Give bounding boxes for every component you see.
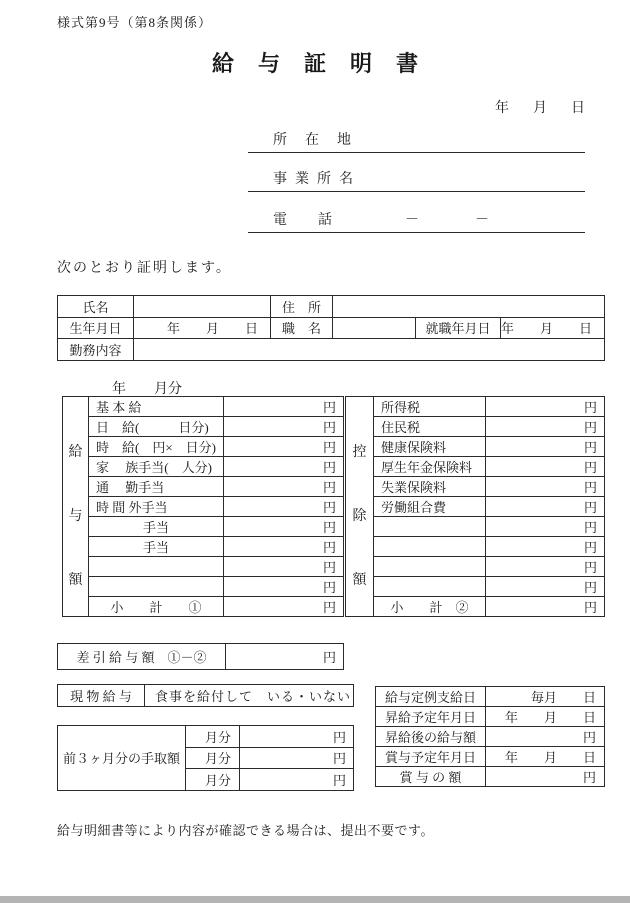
- last3-month-cell: 月分: [186, 747, 240, 769]
- name-label: 氏名: [58, 296, 134, 318]
- deduction-row: [346, 497, 605, 517]
- deduction-item-label: 所得税: [374, 397, 486, 417]
- salary-group-label-text: [63, 401, 88, 613]
- last3-amount-cell: 円: [240, 726, 354, 748]
- inkind-benefit-row: [58, 685, 354, 707]
- deduction-group-char: 控: [352, 444, 367, 460]
- salary-row: [63, 417, 344, 437]
- hire-date-label: 就職年月日: [416, 317, 501, 339]
- salary-row: [63, 437, 344, 457]
- schedule-row: [376, 687, 605, 707]
- salary-item-label: 時 間 外手当: [89, 497, 224, 517]
- deduction-amount-cell: 円: [486, 477, 605, 497]
- deduction-amount-cell: 円: [486, 557, 605, 577]
- deduction-amount-cell: 円: [486, 597, 605, 617]
- salary-amount-cell: 円: [224, 417, 344, 437]
- deduction-amount-cell: 円: [486, 397, 605, 417]
- info-row-work: [58, 339, 605, 361]
- schedule-row: [376, 707, 605, 727]
- deduction-item-label: 失業保険料: [374, 477, 486, 497]
- salary-row: [63, 397, 344, 417]
- address-value: [333, 296, 605, 318]
- deduction-group-label-text: [346, 401, 373, 613]
- deduction-amount-cell: 円: [486, 437, 605, 457]
- schedule-label: 昇給予定年月日: [376, 707, 486, 727]
- salary-item-label: 手当: [89, 517, 224, 537]
- salary-row: [63, 477, 344, 497]
- location-field: [248, 128, 585, 153]
- deduction-row: [346, 537, 605, 557]
- schedule-value: 毎月 日: [486, 687, 605, 707]
- birth-date-label: 生年月日: [58, 317, 134, 339]
- salary-amount-cell: 円: [224, 497, 344, 517]
- salary-item-label: [89, 557, 224, 577]
- deduction-item-label: [374, 577, 486, 597]
- net-salary-table: [57, 643, 344, 670]
- salary-amount-cell: 円: [224, 437, 344, 457]
- schedule-label: 昇給後の給与額: [376, 727, 486, 747]
- deduction-item-label: 労働組合費: [374, 497, 486, 517]
- name-value: [134, 296, 271, 318]
- deduction-row: [346, 397, 605, 417]
- phone-separators: － －: [405, 213, 489, 228]
- deduction-row: [346, 477, 605, 497]
- salary-row: [63, 597, 344, 617]
- deduction-item-label: 厚生年金保険料: [374, 457, 486, 477]
- salary-row: [63, 497, 344, 517]
- salary-item-label: 日 給( 日分): [89, 417, 224, 437]
- salary-amount-cell: 円: [224, 557, 344, 577]
- salary-amount-cell: 円: [224, 597, 344, 617]
- last3-month-cell: 月分: [186, 726, 240, 748]
- deduction-amount-cell: 円: [486, 417, 605, 437]
- salary-amount-cell: 円: [224, 577, 344, 597]
- schedule-row: [376, 727, 605, 747]
- deduction-row: [346, 437, 605, 457]
- salary-item-label: 家 族手当( 人分): [89, 457, 224, 477]
- inkind-benefit-label: 現 物 給 与: [58, 685, 145, 707]
- deduction-row: [346, 577, 605, 597]
- employee-info-table: [57, 295, 605, 361]
- salary-item-label: 手当: [89, 537, 224, 557]
- last3-amount-cell: 円: [240, 769, 354, 791]
- salary-item-label: 基 本 給: [89, 397, 224, 417]
- deduction-row: [346, 517, 605, 537]
- salary-group-char: 与: [68, 508, 83, 524]
- schedule-value: 年 月 日: [486, 747, 605, 767]
- schedule-value: 年 月 日: [486, 707, 605, 727]
- salary-group-char: 給: [68, 444, 83, 460]
- page-title: 給与証明書: [211, 51, 442, 76]
- location-label: 所在地: [273, 133, 369, 148]
- last3-month-cell: 月分: [186, 769, 240, 791]
- salary-item-label: 時 給( 円× 日分): [89, 437, 224, 457]
- deduction-group-label: [346, 397, 374, 617]
- deduction-amount-cell: 円: [486, 497, 605, 517]
- deduction-amount-cell: 円: [486, 537, 605, 557]
- deduction-amount-table: [345, 396, 605, 617]
- certify-statement: 次のとおり証明します。: [57, 261, 232, 276]
- last-three-months-table: [57, 725, 354, 791]
- last3-row: [58, 726, 354, 748]
- salary-amount-cell: 円: [224, 517, 344, 537]
- hire-date-value: 年 月 日: [501, 317, 605, 339]
- last3-label: 前３ヶ月分の手取額: [58, 726, 186, 791]
- salary-row: [63, 557, 344, 577]
- schedule-row: [376, 747, 605, 767]
- salary-item-label: 通 勤手当: [89, 477, 224, 497]
- salary-amount-cell: 円: [224, 397, 344, 417]
- schedule-row: [376, 767, 605, 787]
- inkind-benefit-value: 食事を給付して いる・いない: [145, 685, 354, 707]
- info-row-birth-job: [58, 317, 605, 339]
- deduction-row: [346, 597, 605, 617]
- deduction-item-label: 小 計 ②: [374, 597, 486, 617]
- work-description-label: 勤務内容: [58, 339, 134, 361]
- salary-row: [63, 537, 344, 557]
- net-salary-row: [58, 644, 344, 670]
- footer-note: 給与明細書等により内容が確認できる場合は、提出不要です。: [57, 823, 434, 838]
- net-salary-label: 差 引 給 与 額 ①－②: [58, 644, 226, 670]
- salary-amount-cell: 円: [224, 477, 344, 497]
- deduction-item-label: 住民税: [374, 417, 486, 437]
- deduction-amount-cell: 円: [486, 457, 605, 477]
- info-row-name: [58, 296, 605, 318]
- business-name-field: [248, 167, 585, 192]
- phone-label: 電話: [273, 213, 363, 228]
- salary-item-label: [89, 577, 224, 597]
- salary-row: [63, 457, 344, 477]
- inkind-benefit-table: [57, 684, 354, 707]
- salary-item-label: 小 計 ①: [89, 597, 224, 617]
- salary-amount-cell: 円: [224, 537, 344, 557]
- salary-group-label: [63, 397, 89, 617]
- deduction-group-char: 額: [352, 572, 367, 588]
- deduction-group-char: 除: [352, 508, 367, 524]
- salary-group-char: 額: [68, 572, 83, 588]
- form-number: 様式第9号（第8条関係）: [57, 15, 213, 30]
- deduction-item-label: [374, 517, 486, 537]
- address-label: 住 所: [271, 296, 333, 318]
- schedule-label: 賞 与 の 額: [376, 767, 486, 787]
- job-title-value: [333, 317, 416, 339]
- job-title-label: 職 名: [271, 317, 333, 339]
- deduction-row: [346, 417, 605, 437]
- deduction-item-label: 健康保険料: [374, 437, 486, 457]
- last3-amount-cell: 円: [240, 747, 354, 769]
- schedule-label: 給与定例支給日: [376, 687, 486, 707]
- payment-schedule-table: [375, 686, 605, 787]
- salary-amount-cell: 円: [224, 457, 344, 477]
- salary-amount-table: [62, 396, 344, 617]
- schedule-value: 円: [486, 727, 605, 747]
- schedule-label: 賞与予定年月日: [376, 747, 486, 767]
- deduction-row: [346, 557, 605, 577]
- net-salary-amount-cell: 円: [226, 644, 344, 670]
- deduction-row: [346, 457, 605, 477]
- phone-field: [248, 208, 585, 233]
- salary-month-header: 年 月分: [112, 382, 182, 397]
- deduction-item-label: [374, 557, 486, 577]
- business-name-label: 事業所名: [273, 172, 361, 187]
- issue-date-placeholder: 年 月 日: [495, 101, 590, 116]
- birth-date-value: 年 月 日: [134, 317, 271, 339]
- salary-row: [63, 577, 344, 597]
- deduction-amount-cell: 円: [486, 577, 605, 597]
- work-description-value: [134, 339, 605, 361]
- salary-row: [63, 517, 344, 537]
- deduction-item-label: [374, 537, 486, 557]
- page-bottom-edge: [0, 896, 630, 903]
- deduction-amount-cell: 円: [486, 517, 605, 537]
- schedule-value: 円: [486, 767, 605, 787]
